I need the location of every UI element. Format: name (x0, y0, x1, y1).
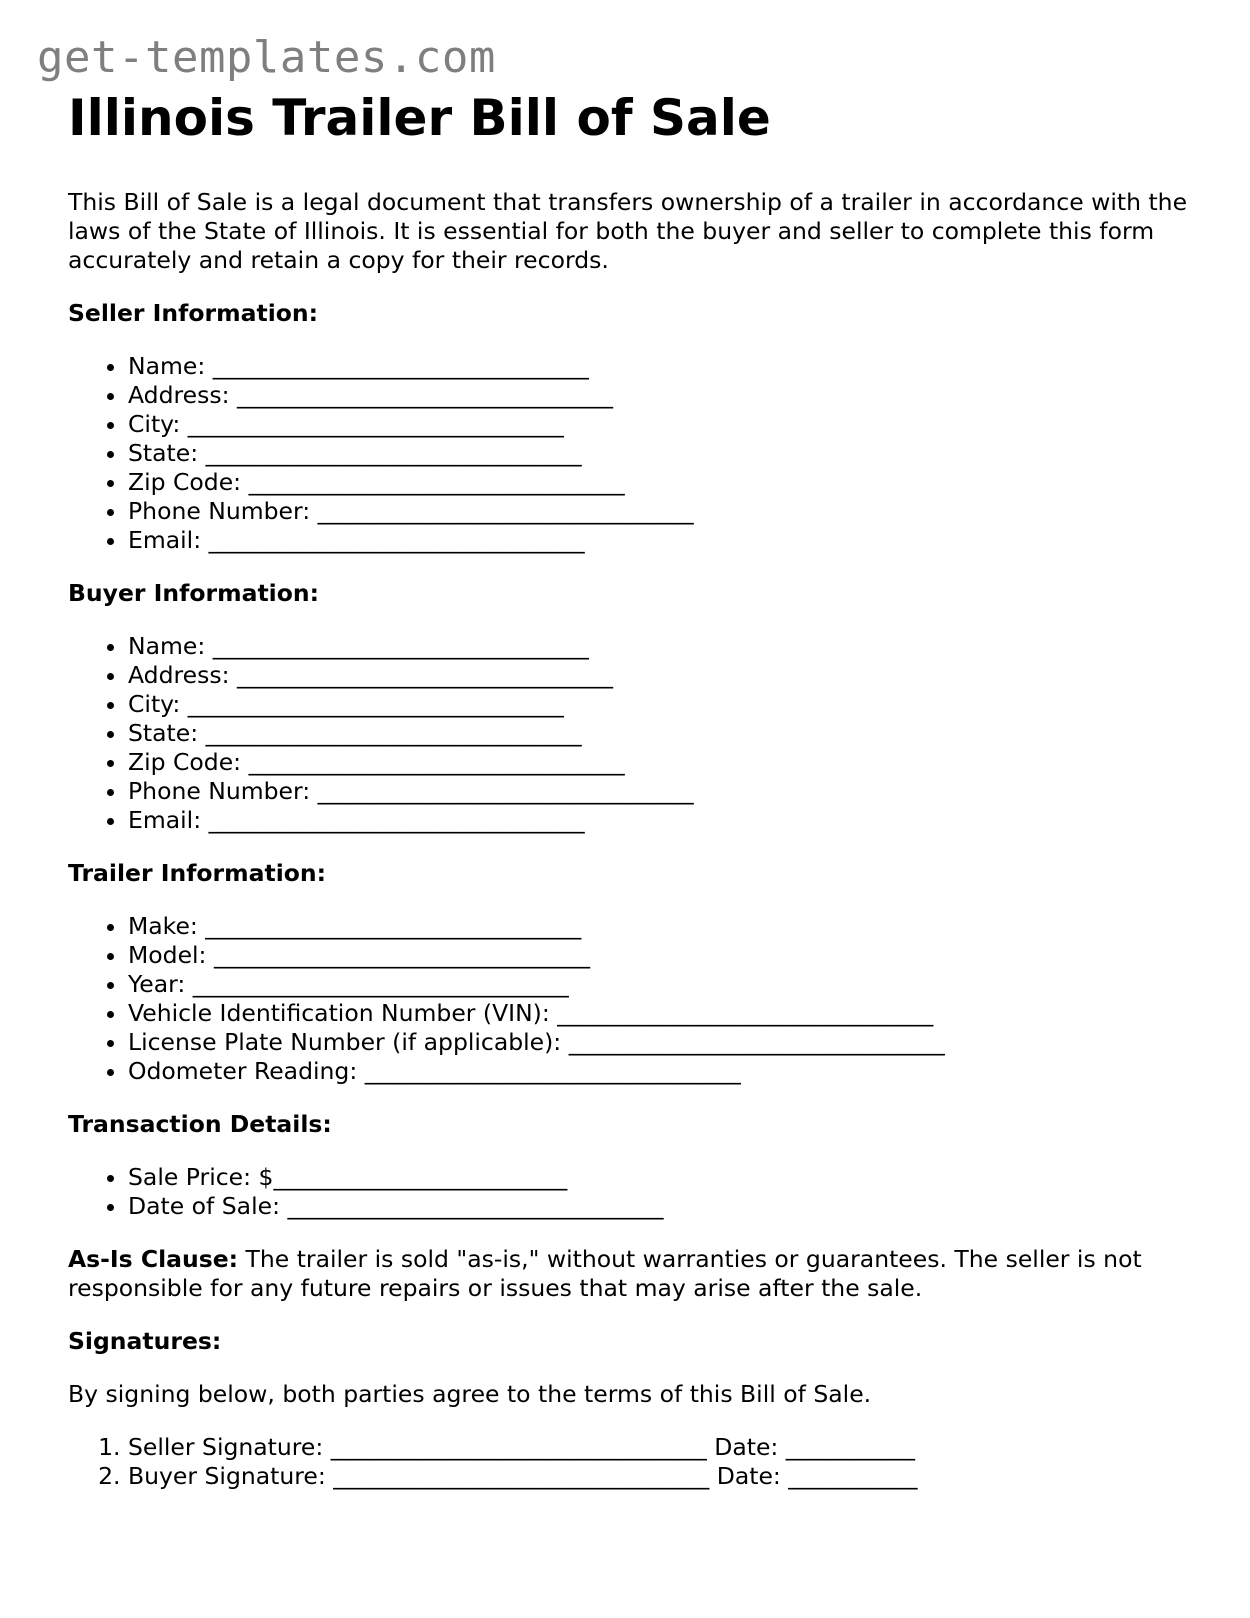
buyer-zip-field[interactable]: • Zip Code: ________________________________ (128, 748, 1188, 777)
sale-price-field[interactable]: • Sale Price: $_________________________ (128, 1163, 1188, 1192)
trailer-field-list (68, 912, 1188, 1086)
buyer-state-field[interactable]: • State: ________________________________ (128, 719, 1188, 748)
buyer-address-field[interactable]: • Address: ________________________________ (128, 661, 1188, 690)
seller-section-heading: Seller Information: (68, 299, 319, 327)
as-is-clause (68, 1245, 1188, 1303)
seller-field-list (68, 352, 1188, 555)
trailer-model-field[interactable]: • Model: ________________________________ (128, 941, 1188, 970)
seller-phone-field[interactable]: • Phone Number: ________________________________ (128, 497, 1188, 526)
trailer-section-heading: Trailer Information: (68, 859, 327, 887)
buyer-name-field[interactable]: • Name: ________________________________ (128, 632, 1188, 661)
seller-email-field[interactable]: • Email: ________________________________ (128, 526, 1188, 555)
trailer-vin-field[interactable]: • Vehicle Identification Number (VIN): ________________________________ (128, 999, 1188, 1028)
sale-date-field[interactable]: • Date of Sale: ________________________________ (128, 1192, 1188, 1221)
signatures-section-heading: Signatures: (68, 1327, 222, 1355)
intro-paragraph: This Bill of Sale is a legal document that transfers ownership of a trailer in accordance with the laws of the State of Illinois. It is essential for both the buyer and seller to complete this form accurately and retain a copy for their records. (68, 188, 1188, 274)
buyer-field-list (68, 632, 1188, 835)
seller-state-field[interactable]: • State: ________________________________ (128, 439, 1188, 468)
trailer-odometer-field[interactable]: • Odometer Reading: ________________________________ (128, 1057, 1188, 1086)
page-title: Illinois Trailer Bill of Sale (68, 89, 771, 147)
buyer-city-field[interactable]: • City: ________________________________ (128, 690, 1188, 719)
trailer-plate-field[interactable]: • License Plate Number (if applicable): ________________________________ (128, 1028, 1188, 1057)
document-body (68, 86, 1188, 1491)
buyer-phone-field[interactable]: • Phone Number: ________________________________ (128, 777, 1188, 806)
watermark: get-templates.com (37, 32, 496, 83)
trailer-year-field[interactable]: • Year: ________________________________ (128, 970, 1188, 999)
seller-city-field[interactable]: • City: ________________________________ (128, 410, 1188, 439)
as-is-label: As-Is Clause: (68, 1245, 239, 1273)
buyer-section-heading: Buyer Information: (68, 579, 320, 607)
seller-zip-field[interactable]: • Zip Code: ________________________________ (128, 468, 1188, 497)
transaction-field-list (68, 1163, 1188, 1221)
buyer-email-field[interactable]: • Email: ________________________________ (128, 806, 1188, 835)
seller-name-field[interactable]: • Name: ________________________________ (128, 352, 1188, 381)
seller-address-field[interactable]: • Address: ________________________________ (128, 381, 1188, 410)
signatures-intro: By signing below, both parties agree to the terms of this Bill of Sale. (68, 1380, 872, 1408)
seller-signature-line[interactable]: 1. Seller Signature: ________________________________ Date: ___________ (128, 1433, 1188, 1462)
as-is-text: The trailer is sold "as-is," without warranties or guarantees. The seller is not responsible for any future repairs or issues that may arise after the sale. (68, 1245, 1142, 1302)
buyer-signature-line[interactable]: 2. Buyer Signature: ________________________________ Date: ___________ (128, 1462, 1188, 1491)
signature-list (68, 1433, 1188, 1491)
transaction-section-heading: Transaction Details: (68, 1110, 332, 1138)
trailer-make-field[interactable]: • Make: ________________________________ (128, 912, 1188, 941)
